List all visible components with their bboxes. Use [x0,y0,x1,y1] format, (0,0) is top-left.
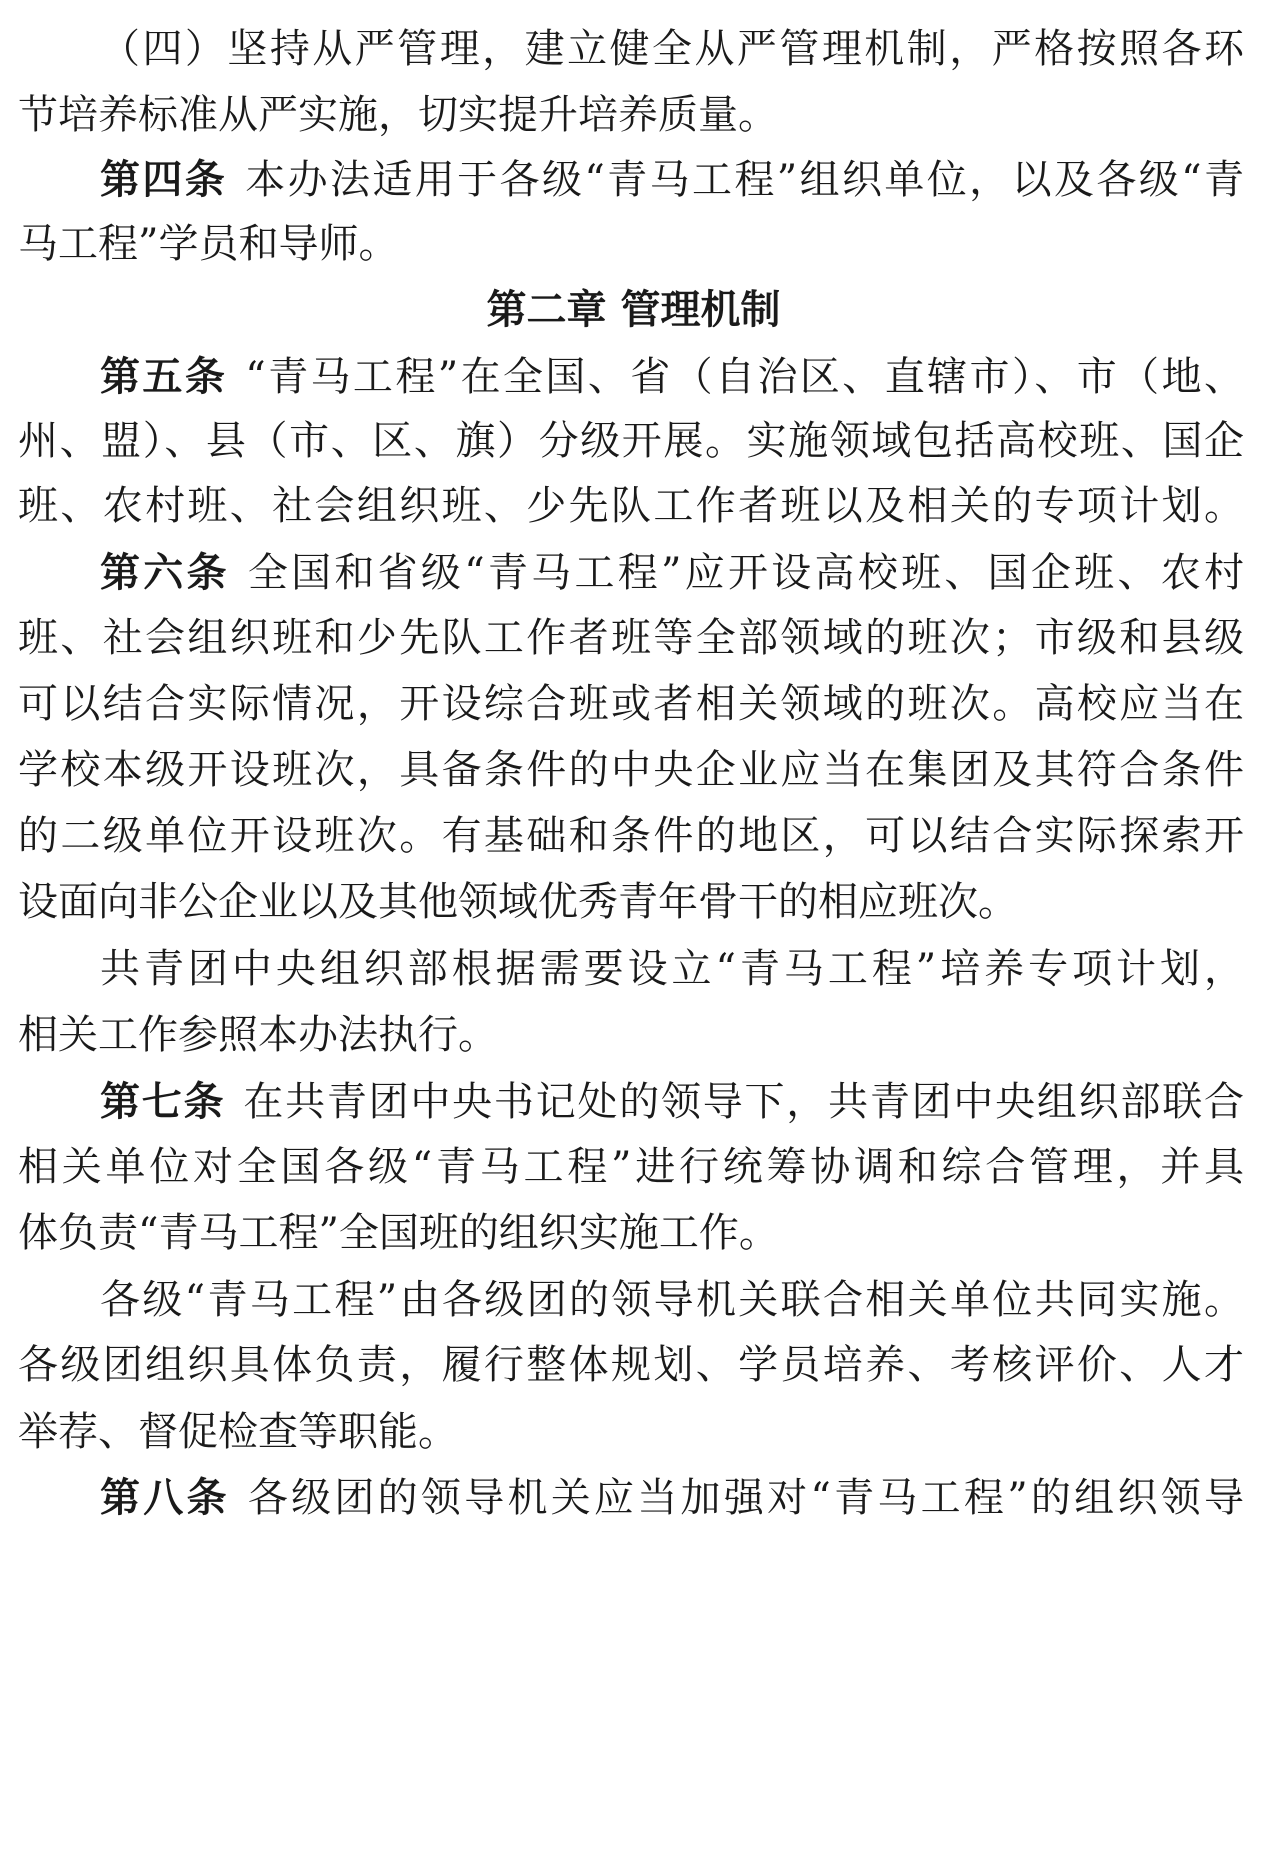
article-7-para-2-line-1: 各级“青马工程”由各级团的领导机关联合相关单位共同实施。 [100,1277,1244,1323]
article-4-line-2: 马工程”学员和导师。 [18,221,399,267]
article-6-para-2-line-2: 相关工作参照本办法执行。 [18,1012,498,1058]
article-8-text-1: 各级团的领导机关应当加强对“青马工程”的组织领导 [247,1475,1244,1521]
article-5-text-1: “青马工程”在全国、省（自治区、直辖市）、市（地、 [245,354,1244,400]
item-4-line-2: 节培养标准从严实施，切实提升培养质量。 [18,92,778,138]
article-6-text-1: 全国和省级“青马工程”应开设高校班、国企班、农村 [247,550,1244,596]
article-5-line-3: 班、农村班、社会组织班、少先队工作者班以及相关的专项计划。 [18,483,1244,529]
article-7-line-3: 体负责“青马工程”全国班的组织实施工作。 [18,1210,779,1256]
article-8-line-1 [100,1468,1244,1528]
article-7-line-2: 相关单位对全国各级“青马工程”进行统筹协调和综合管理，并具 [18,1144,1244,1190]
article-8-label: 第八条 [100,1475,230,1521]
article-4-text-1: 本办法适用于各级“青马工程”组织单位，以及各级“青 [245,157,1244,203]
article-7-label: 第七条 [100,1079,226,1125]
article-6-line-1 [100,543,1244,603]
article-6-line-4: 学校本级开设班次，具备条件的中央企业应当在集团及其符合条件 [18,747,1244,793]
article-7-text-1: 在共青团中央书记处的领导下，共青团中央组织部联合 [243,1079,1244,1125]
article-5-line-1 [100,347,1244,407]
item-4-line-1: （四）坚持从严管理，建立健全从严管理机制，严格按照各环 [100,26,1244,72]
article-4-label: 第四条 [100,157,228,203]
article-5-label: 第五条 [100,354,228,400]
article-5-line-2: 州、盟）、县（市、区、旗）分级开展。实施领域包括高校班、国企 [18,418,1244,464]
article-6-line-6: 设面向非公企业以及其他领域优秀青年骨干的相应班次。 [18,879,1018,925]
article-6-line-2: 班、社会组织班和少先队工作者班等全部领域的班次；市级和县级 [18,615,1244,661]
article-6-line-3: 可以结合实际情况，开设综合班或者相关领域的班次。高校应当在 [18,681,1244,727]
article-6-line-5: 的二级单位开设班次。有基础和条件的地区，可以结合实际探索开 [18,813,1244,859]
chapter-2-heading: 第二章 管理机制 [486,287,781,333]
article-7-para-2-line-2: 各级团组织具体负责，履行整体规划、学员培养、考核评价、人才 [18,1342,1244,1388]
article-6-label: 第六条 [100,550,230,596]
article-6-para-2-line-1: 共青团中央组织部根据需要设立“青马工程”培养专项计划， [100,946,1244,992]
article-4-line-1 [100,150,1244,210]
article-7-line-1 [100,1072,1244,1132]
article-7-para-2-line-3: 举荐、督促检查等职能。 [18,1409,458,1455]
